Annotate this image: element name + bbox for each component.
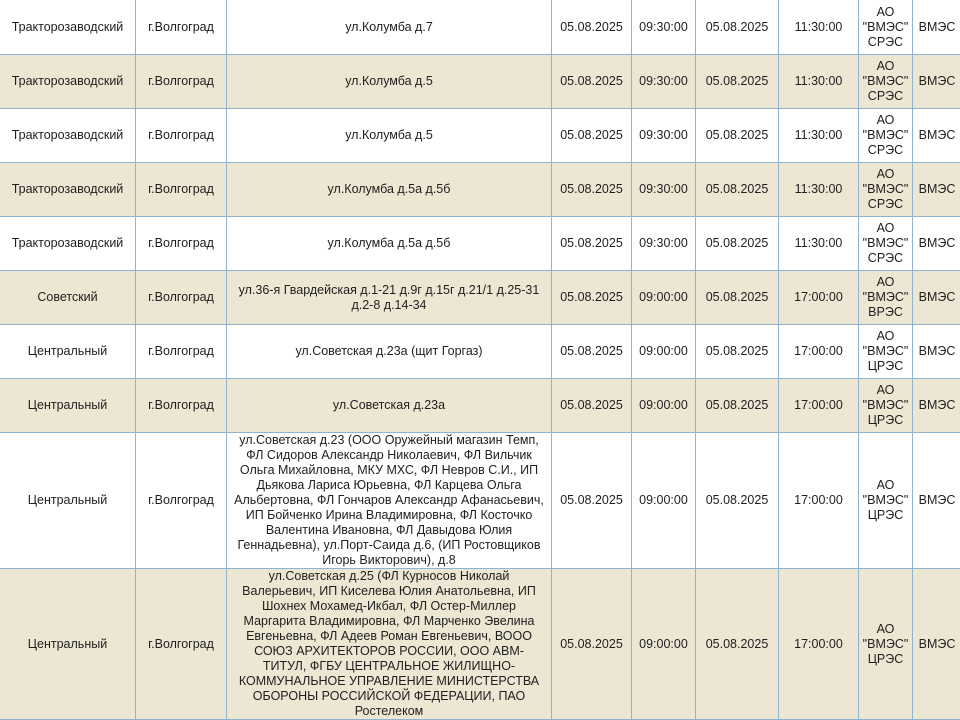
address-cell: ул.Советская д.25 (ФЛ Курносов Николай Валерьевич, ИП Киселева Юлия Анатольевна, ИП Шохнех Мохамед-Икбал, ФЛ Остер-Миллер Маргарита Владимировна, ФЛ Марченко Эвелина Евгеньевна, ФЛ Адеев Роман Евгеньевич, ВООО СОЮЗ АРХИТЕКТОРОВ РОССИИ, ООО АВМ-ТИТУЛ, ФГБУ ЦЕНТРАЛЬНОЕ ЖИЛИЩНО-КОММУНАЛЬНОЕ УПРАВЛЕНИЕ МИНИСТЕРСТВА ОБОРОНЫ РОССИЙСКОЙ ФЕДЕРАЦИИ, ПАО Ростелеком: [227, 569, 552, 720]
city-cell: г.Волгоград: [136, 163, 227, 217]
org-cell: АО "ВМЭС" ЦРЭС: [859, 433, 913, 569]
org-cell: АО "ВМЭС" СРЭС: [859, 109, 913, 163]
end-date-cell: 05.08.2025: [696, 163, 779, 217]
table-row: [0, 0, 960, 55]
start-date-cell: 05.08.2025: [552, 55, 632, 109]
address-cell: ул.Колумба д.7: [227, 0, 552, 55]
end-date-cell: 05.08.2025: [696, 271, 779, 325]
org-cell: АО "ВМЭС" СРЭС: [859, 163, 913, 217]
org-cell: АО "ВМЭС" ВРЭС: [859, 271, 913, 325]
city-cell: г.Волгоград: [136, 109, 227, 163]
company-cell: ВМЭС: [913, 569, 960, 720]
start-time-cell: 09:00:00: [632, 325, 696, 379]
table-row: [0, 163, 960, 217]
district-cell: Советский: [0, 271, 136, 325]
district-cell: Тракторозаводский: [0, 109, 136, 163]
end-time-cell: 11:30:00: [779, 163, 859, 217]
end-date-cell: 05.08.2025: [696, 55, 779, 109]
start-date-cell: 05.08.2025: [552, 325, 632, 379]
table-row: [0, 217, 960, 271]
city-cell: г.Волгоград: [136, 433, 227, 569]
end-time-cell: 11:30:00: [779, 0, 859, 55]
org-cell: АО "ВМЭС" СРЭС: [859, 217, 913, 271]
district-cell: Центральный: [0, 433, 136, 569]
city-cell: г.Волгоград: [136, 55, 227, 109]
city-cell: г.Волгоград: [136, 0, 227, 55]
start-time-cell: 09:30:00: [632, 163, 696, 217]
start-time-cell: 09:30:00: [632, 55, 696, 109]
district-cell: Тракторозаводский: [0, 55, 136, 109]
city-cell: г.Волгоград: [136, 325, 227, 379]
start-time-cell: 09:30:00: [632, 217, 696, 271]
start-time-cell: 09:00:00: [632, 271, 696, 325]
table-row: [0, 433, 960, 569]
address-cell: ул.36-я Гвардейская д.1-21 д.9г д.15г д.21/1 д.25-31 д.2-8 д.14-34: [227, 271, 552, 325]
company-cell: ВМЭС: [913, 163, 960, 217]
start-date-cell: 05.08.2025: [552, 379, 632, 433]
address-cell: ул.Советская д.23а (щит Горгаз): [227, 325, 552, 379]
district-cell: Тракторозаводский: [0, 217, 136, 271]
company-cell: ВМЭС: [913, 109, 960, 163]
org-cell: АО "ВМЭС" ЦРЭС: [859, 325, 913, 379]
company-cell: ВМЭС: [913, 433, 960, 569]
end-time-cell: 11:30:00: [779, 55, 859, 109]
start-time-cell: 09:00:00: [632, 379, 696, 433]
start-time-cell: 09:30:00: [632, 109, 696, 163]
start-time-cell: 09:30:00: [632, 0, 696, 55]
district-cell: Центральный: [0, 379, 136, 433]
start-time-cell: 09:00:00: [632, 433, 696, 569]
table-row: [0, 55, 960, 109]
company-cell: ВМЭС: [913, 271, 960, 325]
city-cell: г.Волгоград: [136, 379, 227, 433]
address-cell: ул.Колумба д.5а д.5б: [227, 163, 552, 217]
end-date-cell: 05.08.2025: [696, 325, 779, 379]
end-time-cell: 17:00:00: [779, 433, 859, 569]
end-date-cell: 05.08.2025: [696, 0, 779, 55]
city-cell: г.Волгоград: [136, 217, 227, 271]
start-date-cell: 05.08.2025: [552, 109, 632, 163]
city-cell: г.Волгоград: [136, 569, 227, 720]
org-cell: АО "ВМЭС" СРЭС: [859, 0, 913, 55]
org-cell: АО "ВМЭС" ЦРЭС: [859, 569, 913, 720]
end-time-cell: 17:00:00: [779, 379, 859, 433]
end-time-cell: 11:30:00: [779, 217, 859, 271]
address-cell: ул.Советская д.23 (ООО Оружейный магазин Темп, ФЛ Сидоров Александр Николаевич, ФЛ Вильчик Ольга Михайловна, МКУ МХС, ФЛ Невров С.И., ИП Дьякова Лариса Юрьевна, ФЛ Карцева Ольга Альбертовна, ФЛ Гончаров Александр Афанасьевич, ИП Бойченко Ирина Владимировна, ФЛ Косточко Валентина Ивановна, ФЛ Давыдова Юлия Геннадьевна), ул.Порт-Саида д.6, (ИП Ростовщиков Игорь Викторович), д.8: [227, 433, 552, 569]
end-date-cell: 05.08.2025: [696, 569, 779, 720]
end-time-cell: 11:30:00: [779, 109, 859, 163]
company-cell: ВМЭС: [913, 55, 960, 109]
company-cell: ВМЭС: [913, 379, 960, 433]
table-row: [0, 271, 960, 325]
company-cell: ВМЭС: [913, 0, 960, 55]
district-cell: Центральный: [0, 569, 136, 720]
start-time-cell: 09:00:00: [632, 569, 696, 720]
end-time-cell: 17:00:00: [779, 325, 859, 379]
start-date-cell: 05.08.2025: [552, 569, 632, 720]
org-cell: АО "ВМЭС" СРЭС: [859, 55, 913, 109]
table-row: [0, 379, 960, 433]
table-row: [0, 109, 960, 163]
end-time-cell: 17:00:00: [779, 569, 859, 720]
end-date-cell: 05.08.2025: [696, 379, 779, 433]
address-cell: ул.Колумба д.5: [227, 55, 552, 109]
table-row: [0, 569, 960, 720]
address-cell: ул.Советская д.23а: [227, 379, 552, 433]
district-cell: Тракторозаводский: [0, 0, 136, 55]
district-cell: Центральный: [0, 325, 136, 379]
start-date-cell: 05.08.2025: [552, 217, 632, 271]
org-cell: АО "ВМЭС" ЦРЭС: [859, 379, 913, 433]
district-cell: Тракторозаводский: [0, 163, 136, 217]
start-date-cell: 05.08.2025: [552, 433, 632, 569]
start-date-cell: 05.08.2025: [552, 0, 632, 55]
company-cell: ВМЭС: [913, 325, 960, 379]
start-date-cell: 05.08.2025: [552, 271, 632, 325]
end-date-cell: 05.08.2025: [696, 433, 779, 569]
end-date-cell: 05.08.2025: [696, 217, 779, 271]
company-cell: ВМЭС: [913, 217, 960, 271]
city-cell: г.Волгоград: [136, 271, 227, 325]
address-cell: ул.Колумба д.5а д.5б: [227, 217, 552, 271]
start-date-cell: 05.08.2025: [552, 163, 632, 217]
end-time-cell: 17:00:00: [779, 271, 859, 325]
table-row: [0, 325, 960, 379]
address-cell: ул.Колумба д.5: [227, 109, 552, 163]
end-date-cell: 05.08.2025: [696, 109, 779, 163]
